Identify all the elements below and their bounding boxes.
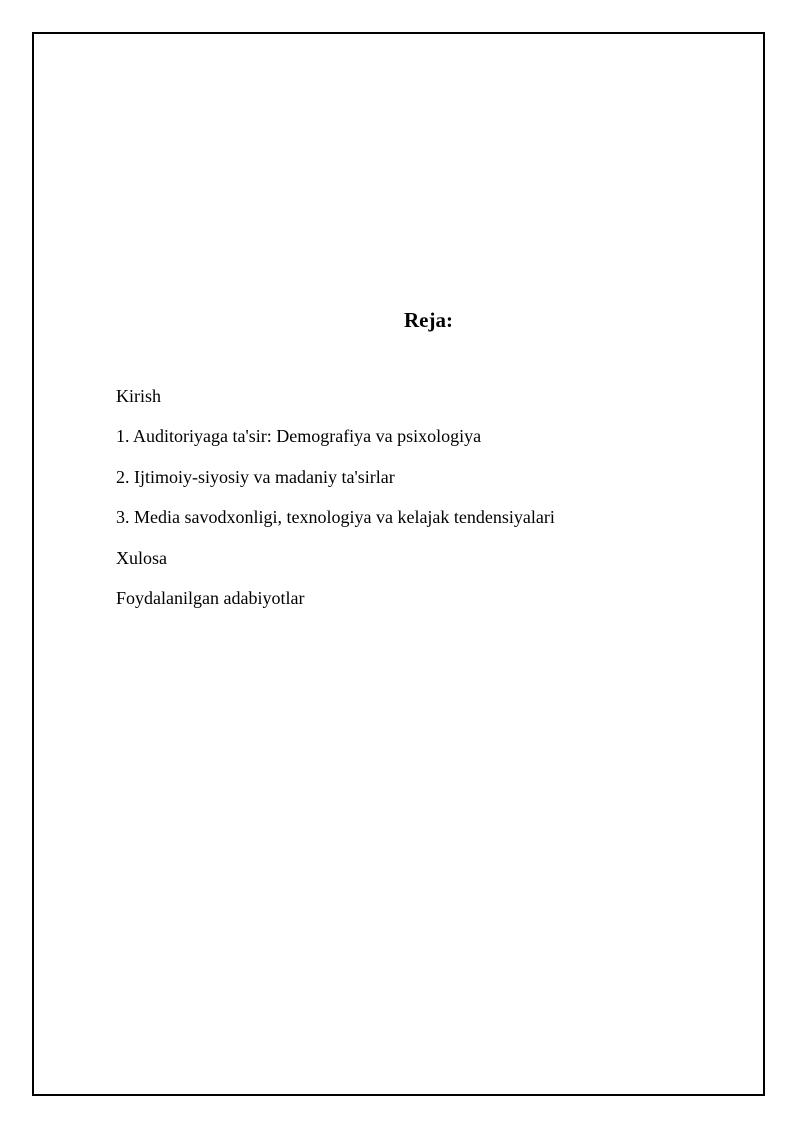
toc-item-references: Foydalanilgan adabiyotlar <box>116 587 305 608</box>
toc-item-conclusion: Xulosa <box>116 547 167 568</box>
toc-item-chapter-1: 1. Auditoriyaga ta'sir: Demografiya va psixologiya <box>116 426 482 447</box>
toc-item-chapter-3: 3. Media savodxonligi, texnologiya va kelajak tendensiyalari <box>116 507 555 528</box>
toc-item-introduction: Kirish <box>116 386 161 406</box>
page-title: Reja: <box>404 308 453 332</box>
toc-item-chapter-2: 2. Ijtimoiy-siyosiy va madaniy ta'sirlar <box>116 466 395 487</box>
table-of-contents <box>116 380 555 622</box>
page-border <box>32 32 765 1096</box>
